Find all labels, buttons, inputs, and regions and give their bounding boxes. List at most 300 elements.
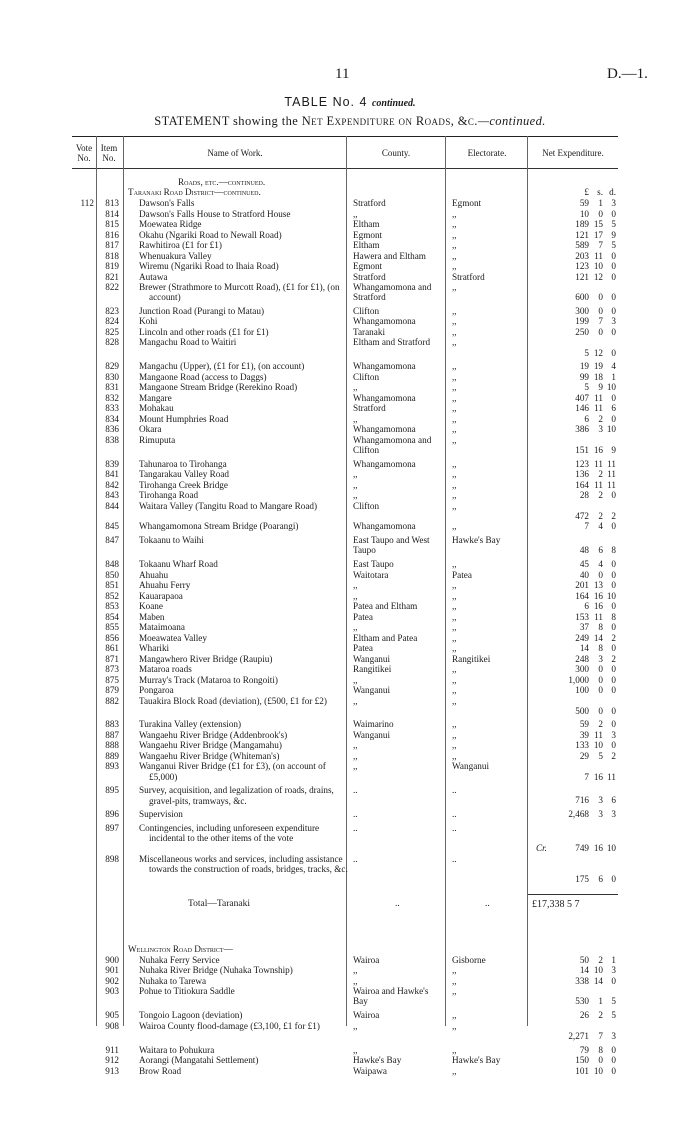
county-name: Patea and Eltham (353, 601, 418, 611)
net-expenditure (530, 459, 618, 469)
table-row (0, 382, 700, 392)
electorate-name: Gisborne (452, 954, 486, 965)
total-electorate: .. (485, 898, 490, 909)
net-expenditure (530, 348, 618, 358)
work-name: Nuhaka Ferry Service (139, 954, 220, 965)
amount-shillings: 2 (598, 469, 603, 480)
table-row (0, 685, 700, 695)
amount-pence: 6 (611, 795, 616, 806)
net-expenditure (530, 469, 618, 479)
table-row (0, 459, 700, 469)
net-expenditure (530, 809, 618, 819)
county-name: ,, (353, 761, 358, 772)
currency-shillings: s. (597, 187, 603, 197)
amount-pounds: 133 (575, 740, 589, 751)
county-name: Taranaki (353, 326, 386, 337)
electorate-name: ,, (452, 740, 457, 751)
net-expenditure (530, 996, 618, 1006)
net-expenditure (530, 209, 618, 219)
electorate-name: Rangitikei (452, 653, 491, 664)
amount-shillings: 11 (594, 250, 603, 261)
amount-pence: 3 (611, 1030, 616, 1041)
amount-pounds: 164 (575, 590, 589, 601)
work-name: Nuhaka River Bridge (Nuhaka Township) (139, 965, 293, 976)
county-name: Stratford (353, 403, 386, 414)
item-number: 816 (105, 229, 119, 240)
net-expenditure (530, 685, 618, 695)
electorate-name: ,, (452, 622, 457, 632)
amount-pence: 1 (611, 371, 616, 382)
county-name: East Taupo and West Taupo (353, 535, 430, 556)
amount-pounds: 472 (575, 510, 589, 521)
section-wellington (128, 944, 233, 954)
work-name: Whangamomona Stream Bridge (Poarangi) (139, 521, 299, 532)
net-expenditure (530, 772, 618, 782)
table-row (0, 1055, 700, 1065)
table-row (0, 251, 700, 261)
item-number: 882 (105, 695, 119, 706)
amount-pounds: 7 (584, 771, 589, 782)
amount-shillings: 4 (598, 521, 603, 532)
amount-pounds: 164 (575, 479, 589, 490)
work-name: Tokaanu to Waihi (139, 535, 204, 546)
amount-shillings: 4 (598, 559, 603, 569)
county-name: Eltham (353, 219, 380, 229)
net-expenditure (530, 580, 618, 590)
electorate-name: ,, (452, 240, 457, 250)
electorate-name: ,, (452, 371, 457, 382)
amount-shillings: 10 (593, 965, 603, 976)
electorate-name: ,, (452, 305, 457, 316)
county-name: Wanganui (353, 653, 391, 664)
work-name: Junction Road (Purangi to Matau) (139, 305, 265, 316)
item-number: 822 (105, 282, 119, 292)
table-row (0, 327, 700, 337)
work-name: Whenuakura Valley (139, 250, 212, 261)
county-name: Wanganui (353, 685, 391, 695)
amount-shillings: 0 (598, 208, 603, 219)
net-expenditure (530, 382, 618, 392)
amount-shillings: 11 (594, 479, 603, 490)
net-expenditure (530, 403, 618, 413)
amount-pence: 4 (611, 361, 616, 372)
work-name: Survey, acquisition, and legalization of roads, drains, gravel-pits, tramways, &c. (139, 785, 334, 806)
amount-pence: 11 (607, 771, 616, 782)
electorate-name: ,, (452, 500, 457, 511)
amount-shillings: 0 (598, 305, 603, 316)
item-number: 911 (105, 1044, 119, 1055)
table-row (0, 490, 700, 500)
amount-shillings: 2 (598, 954, 603, 965)
amount-pence: 10 (606, 424, 616, 435)
item-number: 821 (105, 271, 119, 282)
amount-pence: 0 (611, 261, 616, 271)
work-name: Wangaehu River Bridge (Whiteman's) (139, 750, 280, 761)
work-name: Dawson's Falls House to Stratford House (139, 208, 291, 219)
amount-shillings: 10 (593, 1065, 603, 1076)
county-name: Patea (353, 643, 373, 653)
amount-shillings: 16 (593, 590, 603, 601)
table-row (0, 664, 700, 674)
item-number: 888 (105, 740, 119, 751)
table-row (0, 240, 700, 250)
item-number: 832 (105, 392, 119, 403)
vote-number: 112 (80, 198, 94, 208)
table-row (0, 580, 700, 590)
table-row (0, 719, 700, 729)
item-number: 841 (105, 469, 119, 480)
net-expenditure (530, 751, 618, 761)
amount-pounds: 201 (575, 580, 589, 590)
item-number: 913 (105, 1065, 119, 1076)
work-name: Wangaehu River Bridge (Mangamahu) (139, 740, 282, 751)
net-expenditure (530, 633, 618, 643)
electorate-name: ,, (452, 674, 457, 685)
amount-pounds: 2,271 (568, 1030, 589, 1041)
county-name: Waitotara (353, 569, 389, 580)
amount-pounds: 203 (575, 250, 589, 261)
item-number: 861 (105, 643, 119, 653)
col-header-item: Item No. (100, 143, 118, 163)
amount-pounds: 37 (579, 622, 589, 632)
county-name: ,, (353, 965, 358, 976)
net-expenditure (530, 219, 618, 229)
amount-shillings: 14 (593, 975, 603, 986)
work-name: Wairoa County flood-damage (£3,100, £1 for £1) (139, 1020, 320, 1031)
electorate-name: ,, (452, 643, 457, 653)
electorate-name: ,, (452, 750, 457, 761)
amount-pounds: 600 (575, 292, 589, 303)
electorate-name: ,, (452, 601, 457, 611)
work-name: Maben (139, 611, 165, 622)
electorate-name: Hawke's Bay (452, 535, 501, 546)
work-name: Tongoio Lagoon (deviation) (139, 1010, 243, 1021)
amount-pounds: 100 (575, 685, 589, 695)
amount-pence: 10 (606, 843, 616, 854)
item-number: 838 (105, 434, 119, 445)
amount-pence: 11 (607, 479, 616, 490)
work-name: Mataroa roads (139, 664, 192, 674)
amount-shillings: 3 (598, 809, 603, 820)
amount-shillings: 5 (598, 750, 603, 761)
amount-shillings: 8 (598, 1044, 603, 1055)
amount-pence: 5 (611, 240, 616, 250)
amount-pounds: 6 (584, 601, 589, 611)
county-name: East Taupo (353, 559, 394, 569)
amount-pence: 0 (611, 559, 616, 569)
county-name: Clifton (353, 371, 380, 382)
amount-pounds: 589 (575, 240, 589, 250)
amount-pounds: 79 (579, 1044, 589, 1055)
net-expenditure (530, 740, 618, 750)
table-row (0, 591, 700, 601)
work-name: Tangarakau Valley Road (139, 469, 230, 480)
net-expenditure (530, 976, 618, 986)
amount-pounds: 45 (579, 559, 589, 569)
county-name: ,, (353, 674, 358, 685)
item-number: 896 (105, 809, 119, 820)
county-name: Rangitikei (353, 664, 392, 674)
amount-shillings: 0 (598, 326, 603, 337)
net-expenditure (530, 965, 618, 975)
net-expenditure (530, 372, 618, 382)
county-name: ,, (353, 490, 358, 501)
county-name: ,, (353, 1020, 358, 1031)
amount-pounds: 500 (575, 705, 589, 716)
amount-shillings: 16 (593, 601, 603, 611)
amount-pence: 10 (606, 382, 616, 393)
county-name: ,, (353, 413, 358, 424)
amount-shillings: 17 (593, 229, 603, 240)
county-name: .. (353, 853, 358, 864)
item-number: 895 (105, 785, 119, 796)
item-number: 853 (105, 601, 119, 611)
net-expenditure (530, 414, 618, 424)
amount-pence: 0 (611, 740, 616, 751)
item-number: 875 (105, 674, 119, 685)
table-row (0, 1021, 700, 1041)
amount-pence: 5 (611, 219, 616, 229)
county-name: Wairoa and Hawke's Bay (353, 986, 429, 1007)
electorate-name: ,, (452, 282, 457, 292)
net-expenditure (530, 306, 618, 316)
county-name: ,, (353, 750, 358, 761)
net-expenditure (530, 591, 618, 601)
item-number: 901 (105, 965, 119, 976)
net-expenditure (530, 1045, 618, 1055)
work-name: Okara (139, 424, 162, 435)
amount-shillings: 6 (598, 545, 603, 556)
amount-pence: 0 (611, 622, 616, 632)
table-row (0, 965, 700, 975)
county-name: Eltham and Patea (353, 632, 418, 643)
work-name: Pongaroa (139, 685, 174, 695)
electorate-name: ,, (452, 316, 457, 327)
work-name: Waitara to Pohukura (139, 1044, 215, 1055)
net-expenditure (530, 327, 618, 337)
amount-shillings: 0 (598, 292, 603, 303)
work-name: Tirohanga Creek Bridge (139, 479, 228, 490)
amount-pence: 2 (611, 632, 616, 643)
item-number: 839 (105, 458, 119, 469)
net-expenditure (530, 874, 618, 884)
electorate-name: ,, (452, 261, 457, 271)
amount-pounds: 6 (584, 413, 589, 424)
item-number: 848 (105, 559, 119, 569)
electorate-name: ,, (452, 719, 457, 730)
item-number: 817 (105, 240, 119, 250)
county-name: ,, (353, 469, 358, 480)
amount-shillings: 16 (593, 843, 603, 854)
amount-pounds: 338 (575, 975, 589, 986)
table-row (0, 198, 700, 208)
amount-shillings: 2 (598, 719, 603, 730)
item-number: 847 (105, 535, 119, 546)
amount-pence: 2 (611, 750, 616, 761)
amount-shillings: 10 (593, 740, 603, 751)
amount-pence: 0 (611, 347, 616, 358)
net-expenditure (530, 521, 618, 531)
work-name: Mangawhero River Bridge (Raupiu) (139, 653, 273, 664)
amount-shillings: 0 (598, 674, 603, 685)
amount-pounds: 530 (575, 996, 589, 1007)
item-number: 856 (105, 632, 119, 643)
electorate-name: ,, (452, 975, 457, 986)
amount-pence: 0 (611, 643, 616, 653)
amount-pence: 1 (611, 954, 616, 965)
electorate-name: .. (452, 853, 457, 864)
electorate-name: ,, (452, 219, 457, 229)
amount-pounds: 5 (584, 347, 589, 358)
item-number: 834 (105, 413, 119, 424)
amount-pence: 0 (611, 250, 616, 261)
net-expenditure (530, 601, 618, 611)
net-expenditure (530, 675, 618, 685)
item-number: 842 (105, 479, 119, 490)
amount-shillings: 16 (593, 444, 603, 455)
item-number: 871 (105, 653, 119, 664)
amount-pounds: 59 (579, 198, 589, 208)
work-name: Wiremu (Ngariki Road to Ihaia Road) (139, 261, 279, 271)
statement-prefix: STATEMENT showing the (154, 114, 299, 128)
county-name: Egmont (353, 229, 383, 240)
amount-pence: 3 (611, 198, 616, 208)
electorate-name: Egmont (452, 198, 482, 208)
amount-pence: 0 (611, 569, 616, 580)
amount-pounds: 386 (575, 424, 589, 435)
county-name: Eltham (353, 240, 380, 250)
county-name: Whangamomona (353, 424, 416, 435)
amount-shillings: 19 (593, 361, 603, 372)
work-name: Lincoln and other roads (£1 for £1) (139, 326, 269, 337)
table-row (0, 403, 700, 413)
table-row (0, 219, 700, 229)
county-name: Stratford (353, 271, 386, 282)
work-name: Okahu (Ngariki Road to Newall Road) (139, 229, 282, 240)
amount-pounds: 199 (575, 316, 589, 327)
amount-pence: 5 (611, 996, 616, 1007)
table-row (0, 306, 700, 316)
amount-pounds: 14 (579, 965, 589, 976)
work-name: Mangachu (Upper), (£1 for £1), (on account) (139, 361, 305, 372)
amount-pence: 9 (611, 444, 616, 455)
work-name: Mohakau (139, 403, 174, 414)
table-row (0, 414, 700, 424)
electorate-name: ,, (452, 580, 457, 590)
amount-pence: 9 (611, 229, 616, 240)
net-expenditure (530, 480, 618, 490)
item-number: 833 (105, 403, 119, 414)
electorate-name: ,, (452, 229, 457, 240)
county-name: ,, (353, 382, 358, 393)
electorate-name: ,, (452, 1010, 457, 1021)
net-expenditure (530, 251, 618, 261)
amount-pounds: 151 (575, 444, 589, 455)
total-taranaki-label: Total—Taranaki (188, 898, 250, 909)
work-name: Whariki (139, 643, 170, 653)
work-name: Kauarapaoa (139, 590, 183, 601)
county-name: Whangamomona (353, 392, 416, 403)
net-expenditure (530, 230, 618, 240)
amount-pounds: 14 (579, 643, 589, 653)
item-number: 854 (105, 611, 119, 622)
work-name: Ahuahu Ferry (139, 580, 191, 590)
amount-shillings: 7 (598, 316, 603, 327)
amount-pence: 0 (611, 208, 616, 219)
item-number: 855 (105, 622, 119, 632)
amount-shillings: 7 (598, 240, 603, 250)
work-name: Supervision (139, 809, 183, 820)
amount-shillings: 9 (598, 382, 603, 393)
county-name: .. (353, 822, 358, 833)
item-number: 823 (105, 305, 119, 316)
amount-shillings: 1 (598, 198, 603, 208)
county-name: Whangamomona (353, 316, 416, 327)
work-name: Kohi (139, 316, 158, 327)
amount-pence: 0 (611, 601, 616, 611)
amount-shillings: 10 (593, 261, 603, 271)
electorate-name: ,, (452, 403, 457, 414)
section-taranaki-label: Taranaki Road District—continued. (128, 187, 261, 197)
net-expenditure (530, 393, 618, 403)
amount-pounds: 248 (575, 653, 589, 664)
amount-pounds: 175 (575, 874, 589, 885)
item-number: 889 (105, 750, 119, 761)
county-name: ,, (353, 479, 358, 490)
work-name: Turakina Valley (extension) (139, 719, 242, 730)
county-name: Whangamomona (353, 521, 416, 532)
net-expenditure (530, 198, 618, 208)
amount-shillings: 0 (598, 685, 603, 695)
amount-shillings: 3 (598, 424, 603, 435)
item-number: 824 (105, 316, 119, 327)
amount-pence: 0 (611, 392, 616, 403)
electorate-name: ,, (452, 1044, 457, 1055)
work-name: Mangachu Road to Waitiri (139, 337, 237, 348)
col-header-county: County. (381, 148, 411, 158)
statement-subject: Net Expenditure on Roads, &c. (301, 114, 478, 128)
amount-pence: 0 (611, 521, 616, 532)
net-expenditure (530, 570, 618, 580)
table-row (0, 1010, 700, 1020)
table-row (0, 654, 700, 664)
electorate-name: ,, (452, 458, 457, 469)
item-number: 879 (105, 685, 119, 695)
table-row (0, 643, 700, 653)
amount-shillings: 16 (593, 771, 603, 782)
item-number: 845 (105, 521, 119, 532)
amount-pence: 0 (611, 719, 616, 730)
item-number: 912 (105, 1055, 119, 1065)
amount-pence: 6 (611, 403, 616, 414)
item-number: 900 (105, 954, 119, 965)
table-row (0, 1045, 700, 1055)
table-row (0, 480, 700, 490)
electorate-name: ,, (452, 611, 457, 622)
amount-pounds: 26 (579, 1010, 589, 1021)
item-number: 893 (105, 761, 119, 772)
work-name: Rimuputa (139, 434, 176, 445)
amount-shillings: 3 (598, 653, 603, 664)
table-row (0, 535, 700, 555)
amount-pence: 11 (607, 458, 616, 469)
amount-pounds: 121 (575, 229, 589, 240)
work-name: Pohue to Titiokura Saddle (139, 986, 235, 997)
amount-pounds: 121 (575, 271, 589, 282)
table-row (0, 372, 700, 382)
item-number: 829 (105, 361, 119, 372)
table-row (0, 633, 700, 643)
